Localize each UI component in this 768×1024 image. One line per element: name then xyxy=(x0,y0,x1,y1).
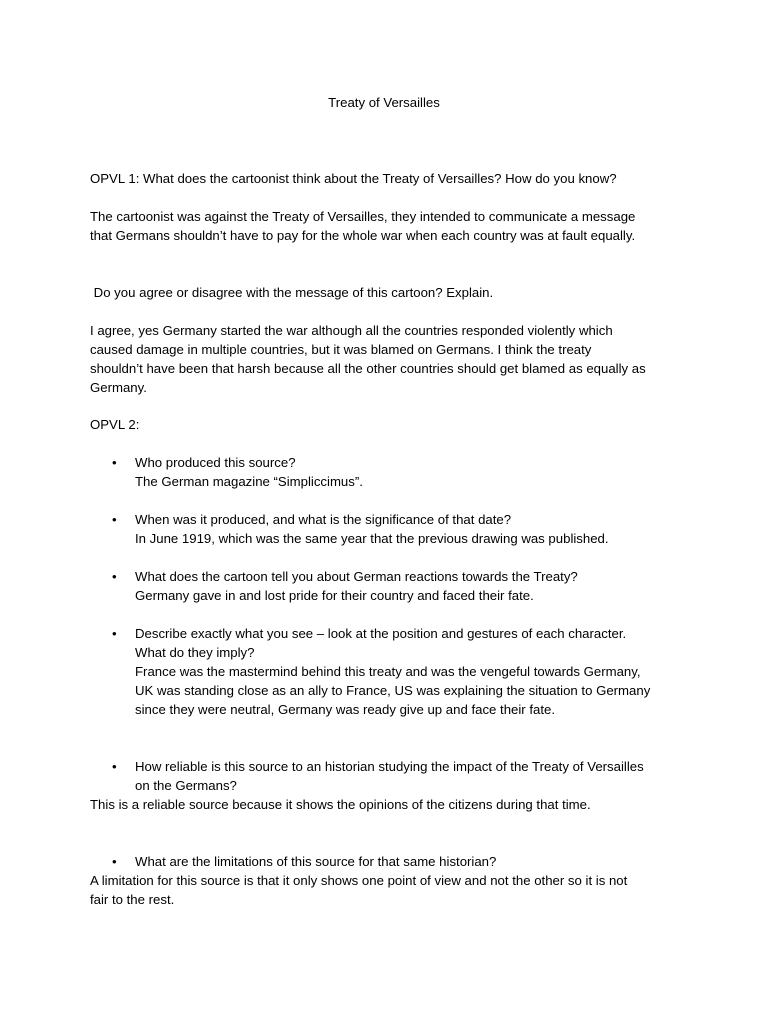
bullet-icon: • xyxy=(112,854,117,869)
text-line: I agree, yes Germany started the war although all the countries responded violently which xyxy=(90,323,613,338)
bullet-item-limitations xyxy=(135,852,695,871)
question-opvl1: OPVL 1: What does the cartoonist think about the Treaty of Versailles? How do you know? xyxy=(90,171,617,186)
answer-agree xyxy=(90,321,690,397)
question-agree: Do you agree or disagree with the message of this cartoon? Explain. xyxy=(90,285,494,300)
bullet-answer: since they were neutral, Germany was ready give up and face their fate. xyxy=(135,702,556,717)
bullet-answer: Germany gave in and lost pride for their country and faced their fate. xyxy=(135,588,534,603)
bullet-question: Who produced this source? xyxy=(135,455,296,470)
bullet-item-producer xyxy=(135,453,695,491)
bullet-question: Describe exactly what you see – look at the position and gestures of each character. xyxy=(135,626,627,641)
bullet-answer: UK was standing close as an ally to France, US was explaining the situation to Germany xyxy=(135,683,651,698)
bullet-icon: • xyxy=(112,455,117,470)
bullet-item-reactions xyxy=(135,567,695,605)
bullet-answer: The German magazine “Simpliccimus”. xyxy=(135,474,363,489)
bullet-question: What are the limitations of this source for that same historian? xyxy=(135,854,497,869)
bullet-question: on the Germans? xyxy=(135,778,237,793)
answer-limitations xyxy=(90,871,690,909)
bullet-icon: • xyxy=(112,626,117,641)
bullet-icon: • xyxy=(112,759,117,774)
bullet-answer: France was the mastermind behind this treaty and was the vengeful towards Germany, xyxy=(135,664,641,679)
bullet-answer: What do they imply? xyxy=(135,645,255,660)
document-title: Treaty of Versailles xyxy=(328,95,440,110)
bullet-icon: • xyxy=(112,569,117,584)
bullet-item-date xyxy=(135,510,695,548)
text-line: caused damage in multiple countries, but it was blamed on Germans. I think the treaty xyxy=(90,342,592,357)
text-line: fair to the rest. xyxy=(90,892,175,907)
bullet-item-reliability xyxy=(135,757,695,795)
answer-reliability: This is a reliable source because it shows the opinions of the citizens during that time. xyxy=(90,797,591,812)
answer-opvl1 xyxy=(90,207,690,245)
text-line: The cartoonist was against the Treaty of Versailles, they intended to communicate a message xyxy=(90,209,636,224)
text-line: that Germans shouldn’t have to pay for the whole war when each country was at fault equally. xyxy=(90,228,636,243)
text-line: A limitation for this source is that it only shows one point of view and not the other so it is not xyxy=(90,873,628,888)
bullet-question: When was it produced, and what is the significance of that date? xyxy=(135,512,512,527)
bullet-question: How reliable is this source to an historian studying the impact of the Treaty of Versailles xyxy=(135,759,644,774)
bullet-answer: In June 1919, which was the same year that the previous drawing was published. xyxy=(135,531,609,546)
bullet-icon: • xyxy=(112,512,117,527)
text-line: Germany. xyxy=(90,380,147,395)
bullet-item-describe xyxy=(135,624,695,719)
text-line: shouldn’t have been that harsh because all the other countries should get blamed as equally as xyxy=(90,361,646,376)
heading-opvl2: OPVL 2: xyxy=(90,417,140,432)
bullet-question: What does the cartoon tell you about German reactions towards the Treaty? xyxy=(135,569,578,584)
